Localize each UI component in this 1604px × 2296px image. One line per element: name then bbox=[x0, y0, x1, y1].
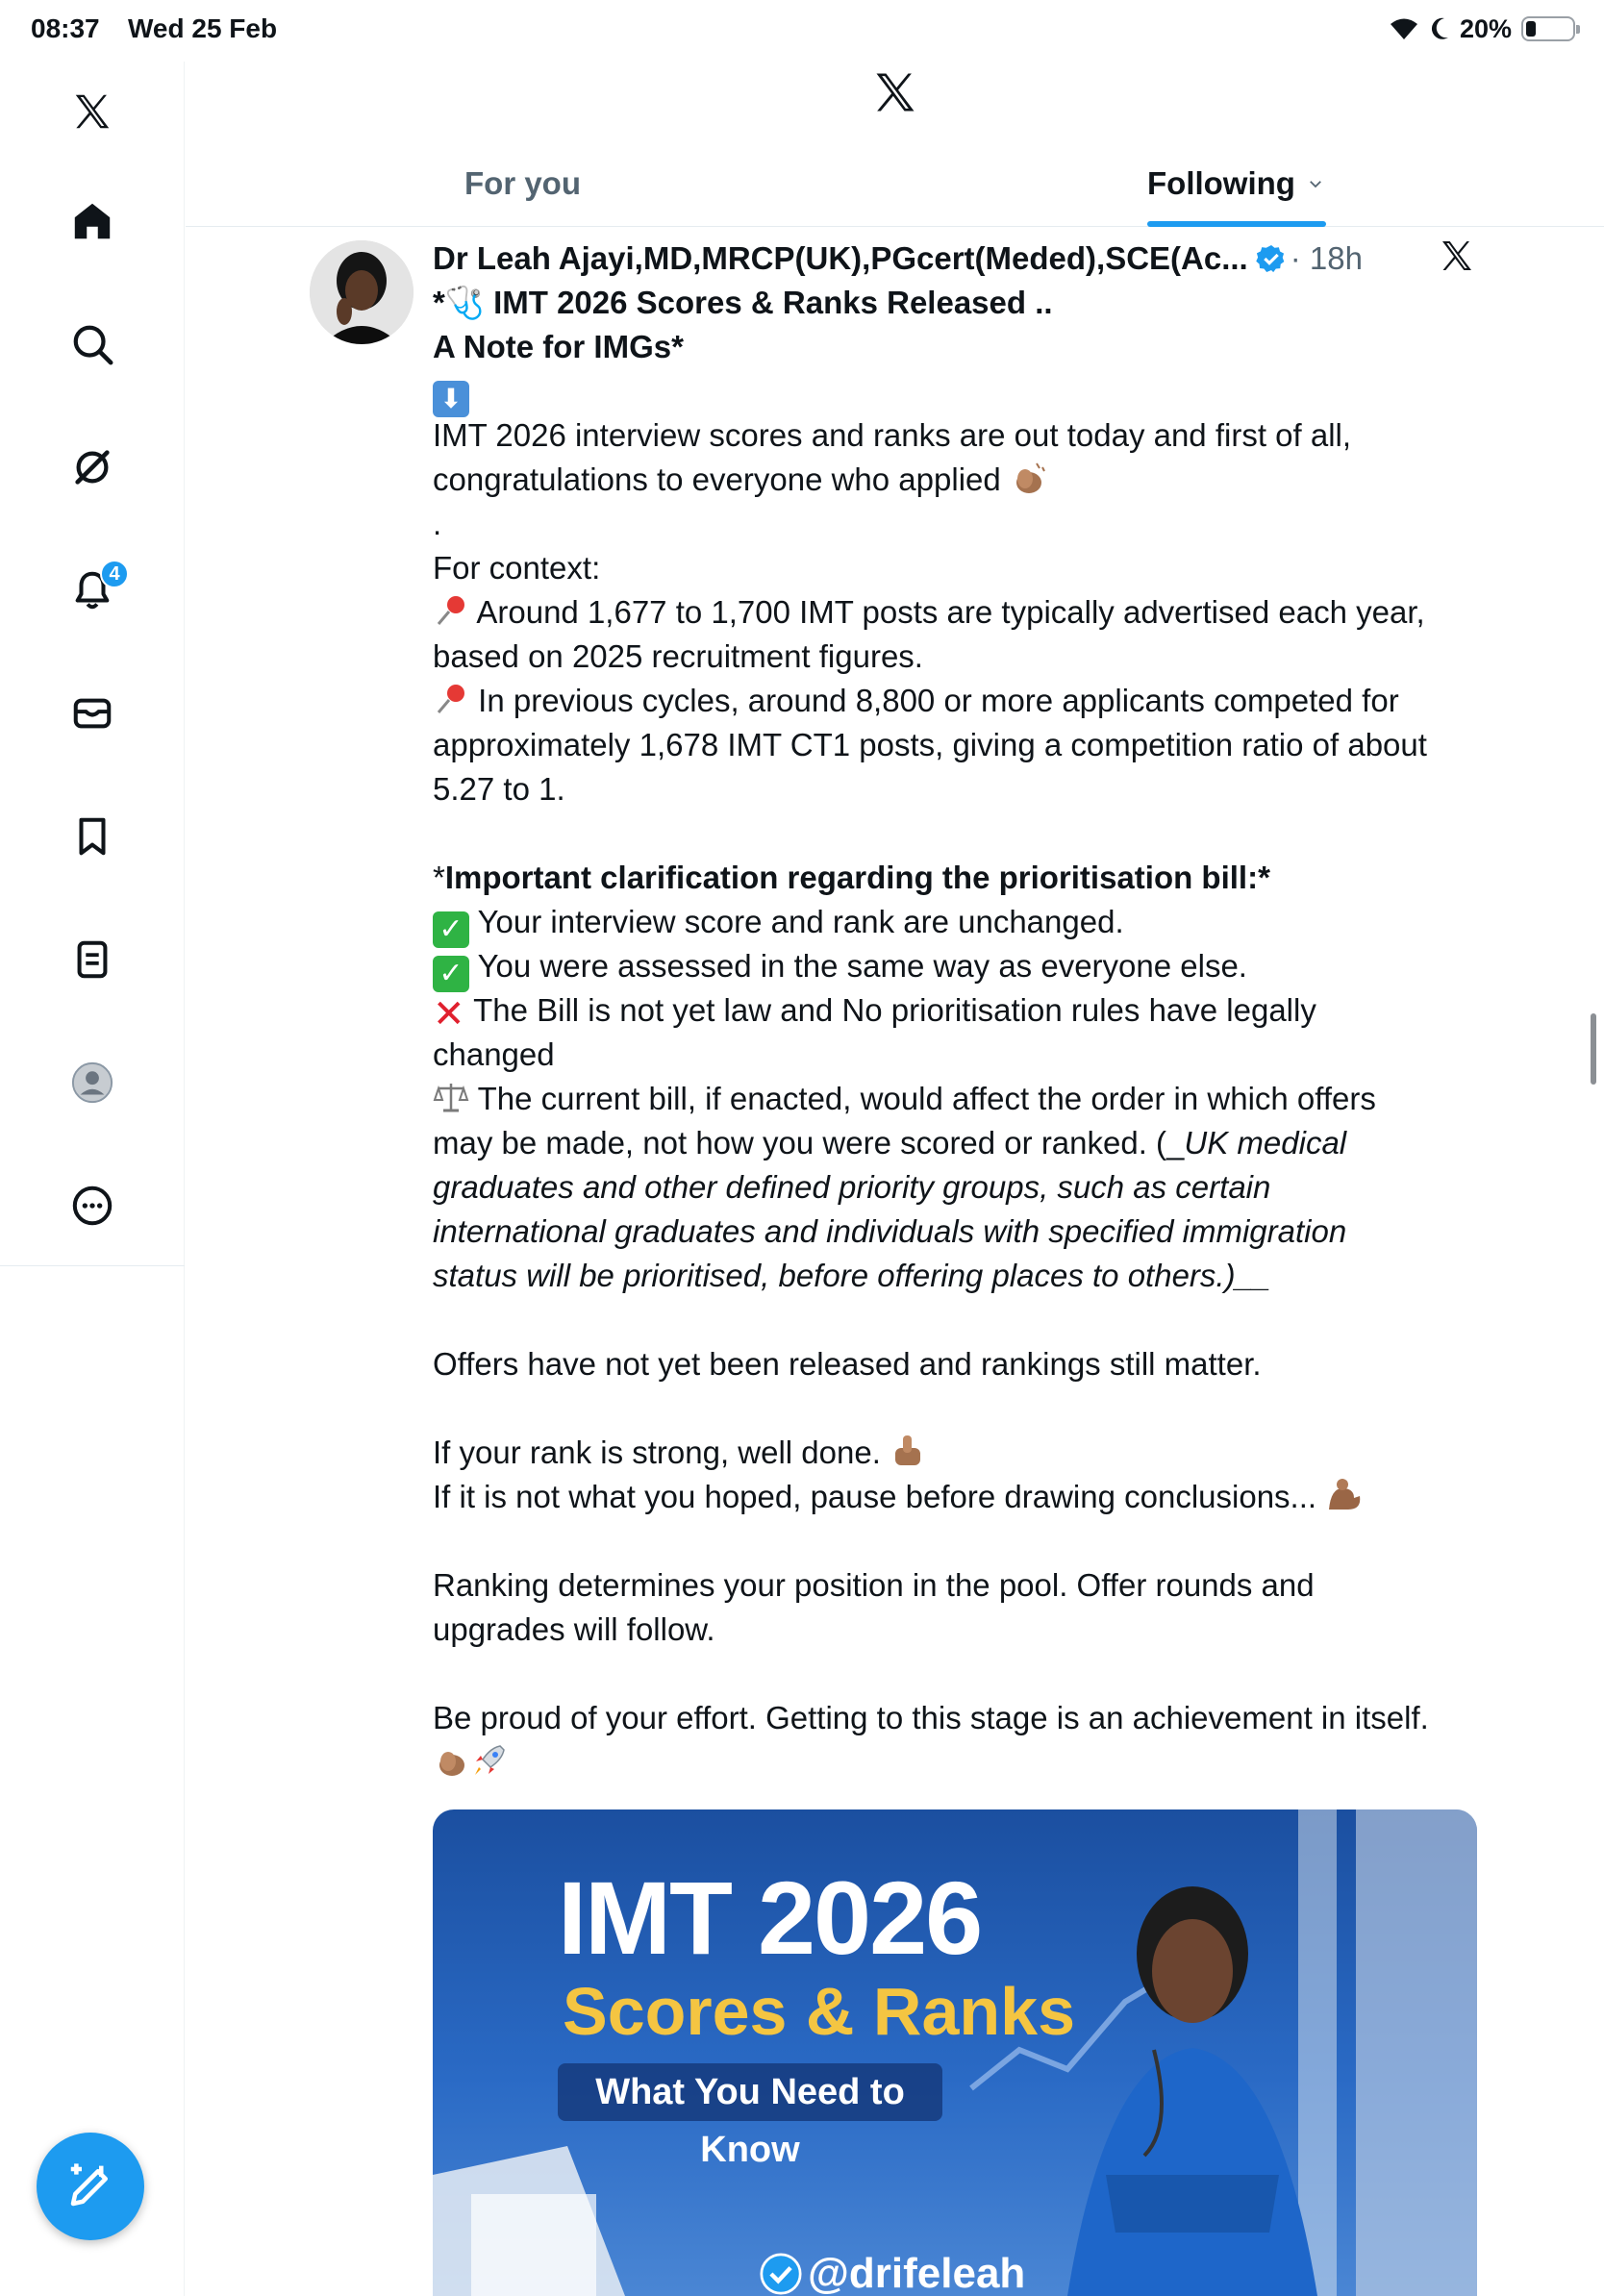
tweet-header bbox=[433, 237, 1491, 281]
tweet-line bbox=[433, 944, 1500, 988]
sidebar-divider bbox=[0, 1265, 185, 1266]
tweet-line-text: You were assessed in the same way as everyone else. bbox=[477, 948, 1247, 984]
tweet-line-text: * bbox=[433, 860, 445, 895]
tweet-line: international graduates and individuals with specified immigration bbox=[433, 1213, 1347, 1249]
grok-explain-icon[interactable] bbox=[1438, 237, 1476, 275]
tweet-line: *🩺 IMT 2026 Scores & Ranks Released .. bbox=[433, 285, 1053, 320]
lists-icon[interactable] bbox=[63, 931, 121, 988]
tab-following-label: Following bbox=[1147, 165, 1295, 201]
balance-scale-emoji-icon bbox=[433, 1079, 469, 1115]
tweet-line-italic: UK medical bbox=[1184, 1125, 1347, 1160]
compose-post-button[interactable] bbox=[37, 2133, 144, 2240]
tweet-line-text: Around 1,677 to 1,700 IMT posts are typically advertised each year, bbox=[476, 594, 1425, 630]
flexed-biceps-emoji-icon bbox=[1325, 1477, 1364, 1513]
tweet-line-text: The Bill is not yet law and No prioritisation rules have legally bbox=[473, 992, 1316, 1028]
tweet-line-text: congratulations to everyone who applied bbox=[433, 462, 1001, 497]
tweet-line: graduates and other defined priority groups, such as certain bbox=[433, 1169, 1271, 1205]
search-icon[interactable] bbox=[63, 315, 121, 373]
blank-line bbox=[433, 1386, 1500, 1431]
tweet-line: Ranking determines your position in the pool. Offer rounds and bbox=[433, 1567, 1315, 1603]
tweet-line: Offers have not yet been released and rankings still matter. bbox=[433, 1346, 1262, 1382]
tweet-line: Be proud of your effort. Getting to this stage is an achievement in itself. bbox=[433, 1700, 1429, 1735]
tweet-line: IMT 2026 interview scores and ranks are out today and first of all, bbox=[433, 417, 1352, 453]
scrollbar-handle[interactable] bbox=[1591, 1013, 1596, 1085]
tab-following[interactable] bbox=[1147, 165, 1324, 202]
pushpin-emoji-icon bbox=[433, 592, 469, 629]
grok-icon[interactable] bbox=[63, 438, 121, 496]
notifications-icon[interactable] bbox=[63, 562, 121, 619]
rocket-emoji-icon bbox=[471, 1742, 508, 1779]
tweet-timestamp[interactable]: · 18h bbox=[1290, 240, 1363, 276]
tweet-line: changed bbox=[433, 1036, 555, 1072]
verified-badge-icon bbox=[1256, 243, 1287, 274]
tweet-line: For context: bbox=[433, 550, 601, 586]
blank-line bbox=[433, 1519, 1500, 1563]
author-avatar[interactable] bbox=[310, 240, 414, 344]
profile-avatar-icon[interactable] bbox=[63, 1054, 121, 1111]
tweet-line-text: In previous cycles, around 8,800 or more applicants competed for bbox=[478, 683, 1399, 718]
compose-icon bbox=[64, 2160, 116, 2212]
tweet-text bbox=[433, 281, 1500, 1784]
tweet-media-image[interactable] bbox=[433, 1809, 1477, 2296]
tweet-line: . bbox=[433, 506, 442, 541]
sidebar-nav bbox=[0, 62, 185, 2296]
tweet-line-text: may be made, not how you were scored or ranked. (_ bbox=[433, 1125, 1185, 1160]
tweet-line: status will be prioritised, before offering places to others.)__ bbox=[433, 1258, 1271, 1293]
tweet-line bbox=[433, 988, 1500, 1036]
tab-for-you[interactable]: For you bbox=[464, 165, 581, 201]
chevron-down-icon bbox=[1307, 175, 1324, 192]
wifi-icon bbox=[1389, 16, 1419, 41]
status-time: 08:37 bbox=[31, 13, 100, 43]
blank-line bbox=[433, 811, 1500, 856]
tweet-line bbox=[433, 1475, 1500, 1519]
status-date: Wed 25 Feb bbox=[128, 13, 278, 43]
status-bar bbox=[0, 0, 1604, 62]
more-icon[interactable] bbox=[63, 1177, 121, 1235]
battery-percent: 20% bbox=[1459, 13, 1512, 43]
tweet-line-text: If it is not what you hoped, pause before drawing conclusions... bbox=[433, 1479, 1317, 1514]
tweet-line bbox=[433, 590, 1500, 635]
tweet-line-text: Your interview score and rank are unchanged. bbox=[477, 904, 1124, 939]
check-circle-icon bbox=[760, 2253, 802, 2295]
bookmarks-icon[interactable] bbox=[63, 808, 121, 865]
messages-icon[interactable] bbox=[63, 685, 121, 742]
tweet-line: upgrades will follow. bbox=[433, 1611, 715, 1647]
clapping-hands-emoji-icon bbox=[433, 1742, 471, 1779]
tweet-line-text: The current bill, if enacted, would affect the order in which offers bbox=[477, 1081, 1376, 1116]
blank-line bbox=[433, 1652, 1500, 1696]
tweet-line-bold: Important clarification regarding the prioritisation bill:* bbox=[444, 860, 1270, 895]
tweet-line bbox=[433, 458, 1500, 502]
tweet-line bbox=[433, 900, 1500, 944]
tweet-line bbox=[433, 1740, 1500, 1784]
tweet-line bbox=[433, 369, 1500, 413]
media-handle-text: @drifeleah bbox=[808, 2250, 1026, 2296]
clapping-hands-emoji-icon bbox=[1010, 460, 1048, 496]
tweet-line: A Note for IMGs* bbox=[433, 329, 684, 364]
pushpin-emoji-icon bbox=[433, 681, 469, 717]
tweet-line-text: If your rank is strong, well done. bbox=[433, 1435, 881, 1470]
check-mark-emoji-icon: ✓ bbox=[433, 956, 469, 992]
media-handle bbox=[760, 2250, 1025, 2296]
tweet-line: based on 2025 recruitment figures. bbox=[433, 638, 923, 674]
tweet-line bbox=[433, 679, 1500, 723]
cross-mark-emoji-icon: ✕ bbox=[433, 993, 465, 1036]
media-ribbon: What You Need to Know bbox=[558, 2063, 942, 2121]
tweet-line bbox=[433, 1077, 1500, 1121]
notification-badge: 4 bbox=[100, 560, 129, 588]
header-x-logo-icon[interactable] bbox=[870, 67, 920, 117]
thumbs-up-emoji-icon bbox=[890, 1433, 928, 1469]
tweet-line: approximately 1,678 IMT CT1 posts, giving a competition ratio of about bbox=[433, 727, 1427, 762]
tweet-line bbox=[433, 856, 1500, 900]
media-title: IMT 2026 bbox=[558, 1859, 982, 1976]
active-tab-indicator bbox=[1147, 221, 1326, 227]
author-name[interactable]: Dr Leah Ajayi,MD,MRCP(UK),PGcert(Meded),SCE(Ac... bbox=[433, 240, 1248, 276]
status-indicators bbox=[1389, 12, 1575, 46]
down-arrow-emoji-icon: ⬇ bbox=[433, 381, 469, 417]
x-logo-icon[interactable] bbox=[63, 83, 121, 140]
check-mark-emoji-icon: ✓ bbox=[433, 911, 469, 948]
tweet-line: 5.27 to 1. bbox=[433, 771, 565, 807]
timeline-tabs bbox=[186, 144, 1604, 227]
media-subtitle: Scores & Ranks bbox=[563, 1974, 1076, 2049]
tweet-line bbox=[433, 1431, 1500, 1475]
moon-icon bbox=[1429, 16, 1450, 41]
battery-icon bbox=[1521, 16, 1575, 41]
blank-line bbox=[433, 1298, 1500, 1342]
tweet-line bbox=[433, 1121, 1500, 1165]
home-icon[interactable] bbox=[63, 192, 121, 250]
